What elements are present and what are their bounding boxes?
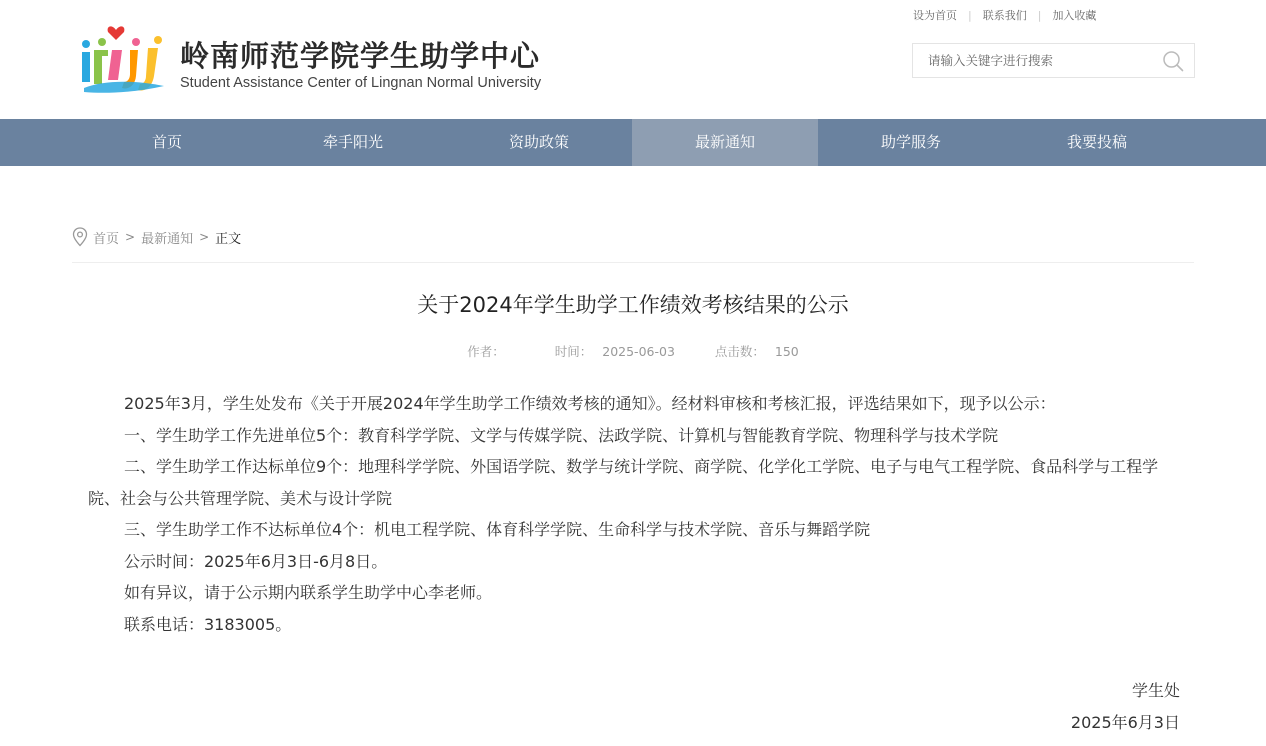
- article-paragraph: 如有异议，请于公示期内联系学生助学中心李老师。: [124, 583, 493, 602]
- nav-item-sunshine[interactable]: 牵手阳光: [322, 133, 383, 151]
- clicks-value: 150: [774, 344, 799, 359]
- time-value: 2025-06-03: [602, 344, 675, 359]
- main-nav: [0, 119, 1266, 166]
- article-paragraph: 一、学生助学工作先进单位5个：教育科学学院、文学与传媒学院、法政学院、计算机与智能教育学院、物理科学与技术学院: [124, 425, 999, 445]
- add-favorite-link[interactable]: 加入收藏: [1052, 9, 1097, 22]
- contact-us-link[interactable]: 联系我们: [982, 9, 1027, 22]
- breadcrumb-divider: [72, 262, 1194, 263]
- search-box: [912, 43, 1195, 78]
- article-signature: [1071, 675, 1180, 738]
- nav-item-policy[interactable]: 资助政策: [508, 133, 569, 151]
- nav-item-latest-notices[interactable]: 最新通知: [632, 119, 818, 166]
- breadcrumb-home[interactable]: 首页: [93, 231, 120, 247]
- breadcrumb: [72, 227, 241, 247]
- breadcrumb-section[interactable]: 最新通知: [141, 231, 194, 247]
- breadcrumb-separator: >: [199, 230, 210, 244]
- site-name: 岭南师范学院学生助学中心: [180, 39, 541, 73]
- nav-item-services[interactable]: 助学服务: [880, 133, 941, 151]
- article-paragraph: 三、学生助学工作不达标单位4个：机电工程学院、体育科学学院、生命科学与技术学院、音乐与舞蹈学院: [124, 520, 871, 539]
- article-body: [88, 388, 1178, 640]
- site-name-english: Student Assistance Center of Lingnan Normal University: [180, 75, 542, 91]
- article-paragraph: 联系电话：3183005。: [124, 614, 292, 634]
- nav-item-submit[interactable]: 我要投稿: [1066, 133, 1127, 151]
- site-header: [0, 0, 1266, 119]
- top-links: [913, 7, 1096, 23]
- article-meta: [0, 342, 1266, 360]
- article-title: 关于2024年学生助学工作绩效考核结果的公示: [417, 293, 849, 317]
- location-pin-icon: [72, 227, 88, 247]
- article-paragraph: 公示时间：2025年6月3日-6月8日。: [124, 551, 388, 571]
- article-paragraph: 2025年3月，学生处发布《关于开展2024年学生助学工作绩效考核的通知》。经材料审核和考核汇报，评选结果如下，现予以公示：: [124, 394, 1056, 413]
- signature-date: 2025年6月3日: [1070, 712, 1180, 732]
- author-label: 作者：: [467, 344, 505, 359]
- search-icon[interactable]: [1162, 50, 1184, 72]
- nav-item-home[interactable]: 首页: [151, 133, 182, 151]
- set-homepage-link[interactable]: 设为首页: [913, 9, 957, 22]
- center-logo-icon[interactable]: [78, 20, 172, 98]
- search-input[interactable]: [913, 44, 1153, 77]
- clicks-label: 点击数：: [714, 344, 765, 359]
- link-separator: |: [968, 8, 972, 22]
- link-separator: |: [1037, 8, 1042, 22]
- article-paragraph: 二、学生助学工作达标单位9个：地理科学学院、外国语学院、数学与统计学院、商学院、化学化工学院、电子与电气工程学院、食品科学与工程学院、社会与公共管理学院、美术与设计学院: [88, 457, 1159, 508]
- breadcrumb-current: 正文: [215, 231, 242, 247]
- breadcrumb-separator: >: [125, 230, 136, 244]
- signature-department: 学生处: [1131, 681, 1180, 700]
- time-label: 时间：: [554, 344, 593, 359]
